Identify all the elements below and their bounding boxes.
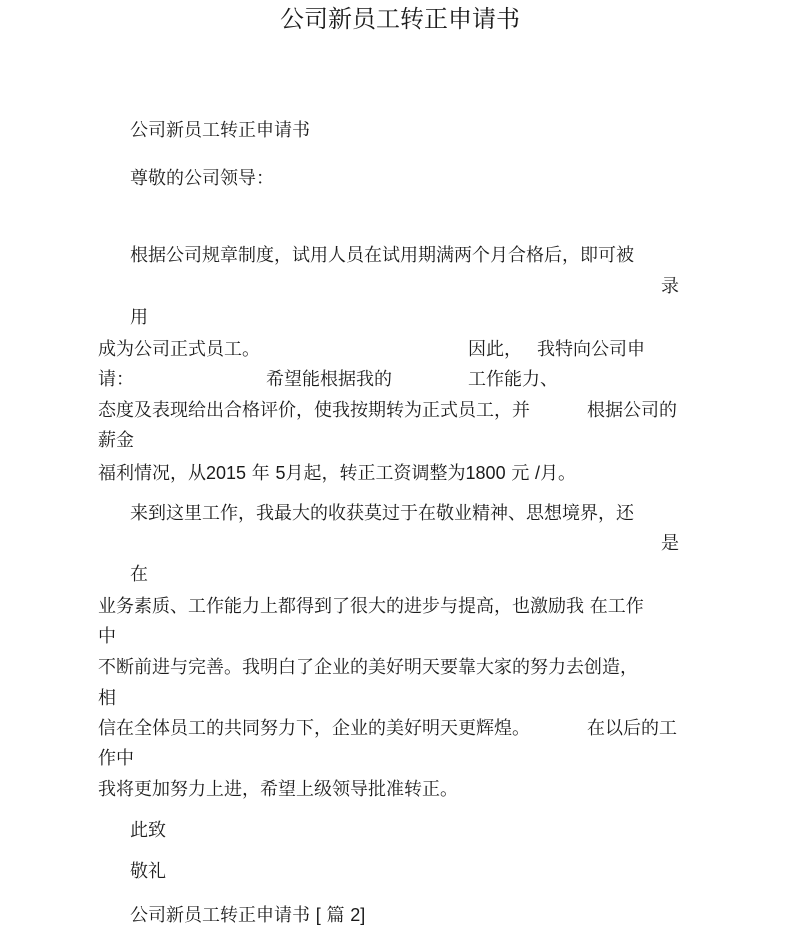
part-label: 篇	[326, 905, 345, 926]
p1-line-7-slash: /	[535, 463, 541, 483]
p2-line-9: 我将更加努力上进，希望上级领导批准转正。	[98, 779, 458, 800]
p2-line-1-wrap: 是	[661, 533, 679, 554]
document-title: 公司新员工转正申请书	[280, 5, 520, 33]
bracket-close: ]	[360, 905, 366, 925]
next-section-label: 公司新员工转正申请书	[130, 905, 310, 926]
p1-line-7a: 福利情况，从	[98, 463, 206, 484]
next-section-heading	[130, 902, 365, 929]
p2-line-7b: 在以后的工	[587, 718, 677, 739]
closing-jingli: 敬礼	[130, 861, 166, 882]
document-subtitle: 公司新员工转正申请书	[130, 120, 310, 141]
p2-line-7a: 信在全体员工的共同努力下，企业的美好明天更辉煌。	[98, 718, 530, 739]
p1-line-7d: 元	[511, 463, 530, 484]
start-year: 2015	[206, 463, 247, 483]
p1-line-7c: 月起，转正工资调整为	[285, 463, 466, 484]
p1-line-1: 根据公司规章制度，试用人员在试用期满两个月合格后，即可被	[130, 245, 634, 266]
p2-line-5: 不断前进与完善。我明白了企业的美好明天要靠大家的努力去创造，	[98, 657, 638, 678]
closing-cizhi: 此致	[130, 820, 166, 841]
p1-line-3b: 因此，	[468, 339, 522, 360]
p1-line-2: 用	[130, 307, 148, 328]
p2-line-6: 相	[98, 688, 116, 709]
p1-line-5b: 根据公司的	[587, 400, 677, 421]
p1-line-5a: 态度及表现给出合格评价，使我按期转为正式员工，并	[98, 400, 530, 421]
p1-line-4a: 请：	[98, 369, 134, 390]
bracket-open: [	[315, 905, 321, 925]
p1-line-3c: 我特向公司申	[537, 339, 645, 360]
start-month: 5	[275, 463, 286, 483]
p1-line-6: 薪金	[98, 430, 134, 451]
p1-line-7e: 月。	[540, 463, 577, 484]
salary-amount: 1800	[465, 463, 506, 483]
part-number: 2	[350, 905, 361, 925]
p1-line-7	[98, 460, 576, 487]
p2-line-4: 中	[98, 626, 116, 647]
p1-line-3a: 成为公司正式员工。	[98, 339, 260, 360]
p2-line-2: 在	[130, 564, 148, 585]
p2-line-3: 业务素质、工作能力上都得到了很大的进步与提高，也激励我 在工作	[98, 596, 644, 617]
salutation: 尊敬的公司领导：	[130, 168, 274, 189]
p1-line-4c: 工作能力、	[468, 369, 558, 390]
p1-line-7b: 年	[251, 463, 270, 484]
p2-line-8: 作中	[98, 748, 134, 769]
p1-line-1-wrap: 录	[661, 276, 679, 297]
p1-line-4b: 希望能根据我的	[266, 369, 392, 390]
p2-line-1: 来到这里工作，我最大的收获莫过于在敬业精神、思想境界，还	[130, 503, 634, 524]
